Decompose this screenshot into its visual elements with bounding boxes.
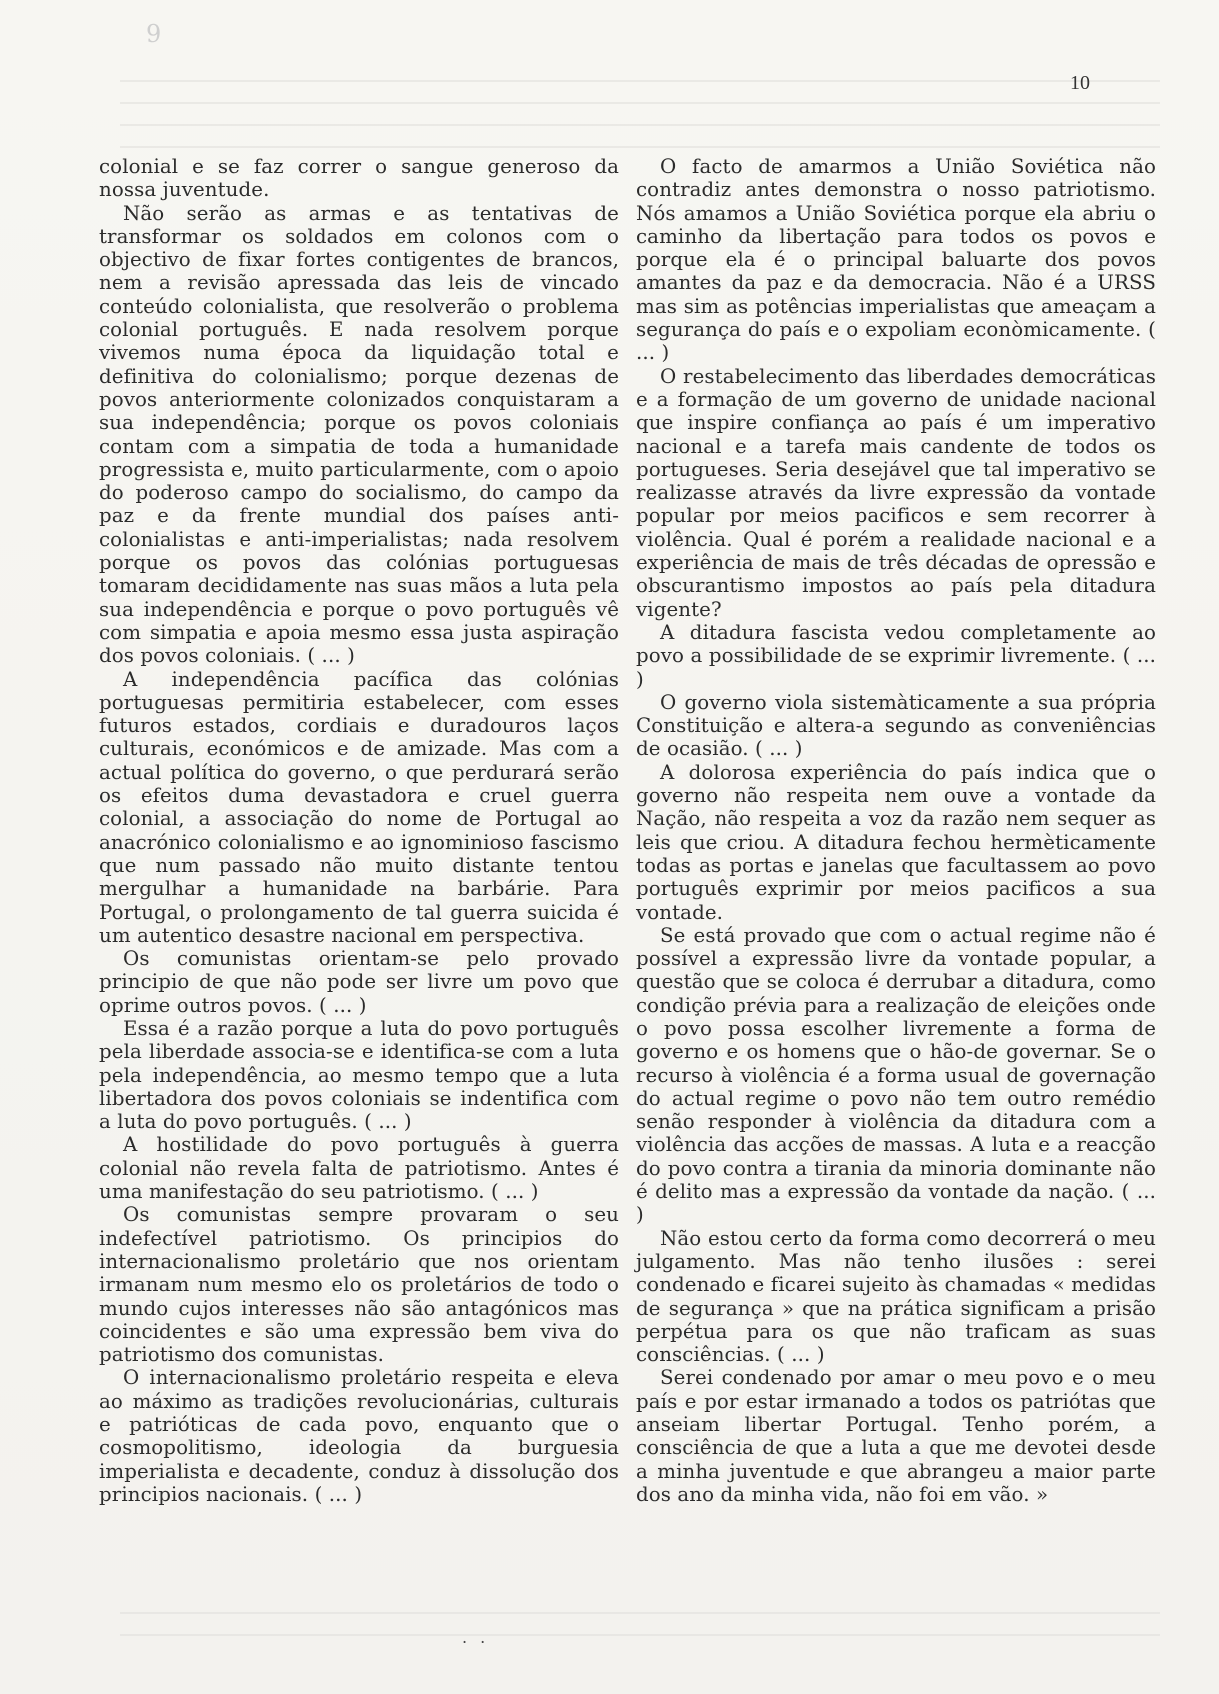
paragraph: Essa é a razão porque a luta do povo português pela liberdade associa-se e identifica-se com a luta pela independência, ao mesmo tempo que a luta libertadora dos povos coloniais se indentifica com a luta do povo português. ( ... )	[99, 1016, 619, 1134]
left-column	[99, 155, 619, 1506]
paragraph: A ditadura fascista vedou completamente ao povo a possibilidade de se exprimir livremente. ( ... )	[636, 620, 1156, 691]
paragraph: A hostilidade do povo português à guerra colonial não revela falta de patriotismo. Antes é uma manifestação do seu patriotismo. ( ... )	[99, 1133, 619, 1204]
paragraph: O restabelecimento das liberdades democráticas e a formação de um governo de unidade nacional que inspire confiança ao país é um imperativo nacional e a tarefa mais candente de todos os portugueses. Seria desejável que tal imperativo se realizasse através da livre expressão da vontade popular por meios pacificos e sem recorrer à violência. Qual é porém a realidade nacional e a experiência de mais de três décadas de opressão e obscurantismo impostos ao país pela ditadura vigente?	[636, 364, 1156, 621]
bleed-through-text-bottom	[120, 1612, 1160, 1652]
paragraph: O facto de amarmos a União Soviética não contradiz antes demonstra o nosso patriotismo. Nós amamos a União Soviética porque ela abriu o caminho da libertação para todos os povos e porque ela é o principal baluarte dos povos amantes da paz e da democracia. Não é a URSS mas sim as potências imperialistas que ameaçam a segurança do país e o expoliam econòmicamente. ( ... )	[636, 155, 1156, 365]
ghost-page-number: 9	[146, 20, 162, 48]
paragraph: A independência pacífica das colónias portuguesas permitiria estabelecer, com esses futuros estados, cordiais e duradouros laços culturais, económicos e de amizade. Mas com a actual política do governo, o que perdurará serão os efeitos duma devastadora e cruel guerra colonial, a associação do nome de Portugal ao anacrónico colonialismo e ao ignominioso fascismo que num passado não muito distante tentou mergulhar a humanidade na barbárie. Para Portugal, o prolongamento de tal guerra suicida é um autentico desastre nacional em perspectiva.	[99, 667, 619, 947]
paragraph: Serei condenado por amar o meu povo e o meu país e por estar irmanado a todos os patriótas que anseiam libertar Portugal. Tenho porém, a consciência de que a luta a que me devotei desde a minha juventude e que abrangeu a maior parte dos ano da minha vida, não foi em vão. »	[636, 1366, 1156, 1506]
page-number: 10	[1070, 72, 1090, 94]
paragraph: Não serão as armas e as tentativas de transformar os soldados em colonos com o objectivo de fixar fortes contigentes de brancos, nem a revisão apressada das leis de vincado conteúdo colonialista, que resolverão o problema colonial português. E nada resolvem porque vivemos numa época da liquidação total e definitiva do colonialismo; porque dezenas de povos anteriormente colonizados conquistaram a sua independência; porque os povos coloniais contam com a simpatia de toda a humanidade progressista e, muito particularmente, com o apoio do poderoso campo do socialismo, do campo da paz e da frente mundial dos países anti-colonialistas e anti-imperialistas; nada resolvem porque os povos das colónias portuguesas tomaram decididamente nas suas mãos a luta pela sua independência e porque o povo português vê com simpatia e apoia mesmo essa justa aspiração dos povos coloniais. ( ... )	[99, 201, 619, 668]
paragraph: O internacionalismo proletário respeita e eleva ao máximo as tradições revolucionárias, culturais e patrióticas de cada povo, enquanto que o cosmopolitismo, ideologia da burguesia imperialista e decadente, conduz à dissolução dos principios nacionais. ( ... )	[99, 1366, 619, 1506]
paragraph: Os comunistas sempre provaram o seu indefectível patriotismo. Os principios do internacionalismo proletário que nos orientam irmanam num mesmo elo os proletários de todo o mundo cujos interesses não são antagónicos mas coincidentes e são uma expressão bem viva do patriotismo dos comunistas.	[99, 1203, 619, 1367]
paragraph: A dolorosa experiência do país indica que o governo não respeita nem ouve a vontade da Nação, não respeita a voz da razão nem sequer as leis que criou. A ditadura fechou hermèticamente todas as portas e janelas que facultassem ao povo português exprimir por meios pacificos a sua vontade.	[636, 760, 1156, 924]
bleed-through-text	[120, 80, 1160, 160]
footer-dots: . .	[462, 1628, 490, 1647]
right-column	[636, 155, 1156, 1506]
paragraph: Se está provado que com o actual regime não é possível a expressão livre da vontade popular, a questão que se coloca é derrubar a ditadura, como condição prévia para a realização de eleições onde o povo possa escolher livremente a forma de governo e os homens que o hão-de governar. Se o recurso à violência é a forma usual de governação do actual regime o povo não tem outro remédio senão responder à violência da ditadura com a violência das acções de massas. A luta e a reacção do povo contra a tirania da minoria dominante não é delito mas a expressão da vontade da nação. ( ... )	[636, 923, 1156, 1227]
paragraph: Os comunistas orientam-se pelo provado principio de que não pode ser livre um povo que oprime outros povos. ( ... )	[99, 947, 619, 1017]
paragraph: Não estou certo da forma como decorrerá o meu julgamento. Mas não tenho ilusões : serei condenado e ficarei sujeito às chamadas « medidas de segurança » que na prática significam a prisão perpétua para os que não traficam as suas consciências. ( ... )	[636, 1226, 1156, 1367]
paragraph: colonial e se faz correr o sangue generoso da nossa juventude.	[99, 155, 619, 202]
paragraph: O governo viola sistemàticamente a sua própria Constituição e altera-a segundo as conveniências de ocasião. ( ... )	[636, 690, 1156, 761]
